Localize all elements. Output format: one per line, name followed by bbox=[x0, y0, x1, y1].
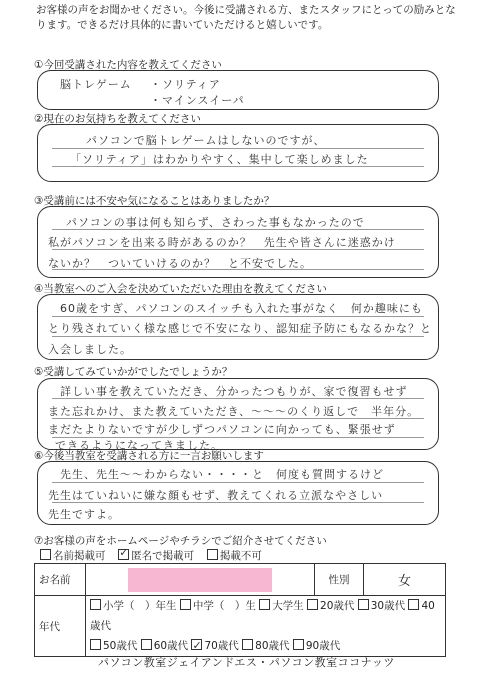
age-option: 40歳代 bbox=[90, 600, 435, 632]
q5-line: まだたよりないですが少しずつパソコンに向かっても、緊張せず bbox=[48, 423, 396, 436]
q2-title: ②現在のお気持ちを教えてください bbox=[34, 113, 201, 125]
q5-line: できるようになってきました。 bbox=[55, 439, 223, 452]
q3-title: ③受講前には不安や気になることはありましたか？ bbox=[34, 195, 275, 207]
age-checkbox[interactable] bbox=[90, 599, 101, 610]
age-option: 60歳代 bbox=[153, 640, 189, 652]
redacted-name bbox=[128, 568, 272, 592]
q1-answer-item: ・マインスイーパ bbox=[150, 94, 245, 107]
intro-line-2: ります。できるだけ具体的に書いていただけると嬉しいです。 bbox=[36, 19, 329, 31]
gender-label: 性別 bbox=[315, 564, 364, 596]
age-option: 70歳代 bbox=[204, 640, 239, 652]
age-option: 大学生 bbox=[272, 600, 304, 612]
q2-line: 「ソリティア」はわかりやすく、集中して楽しめました bbox=[70, 153, 369, 166]
age-option: 50歳代 bbox=[103, 640, 138, 652]
footer-school-name: パソコン教室ジェイアンドエス・パソコン教室ココナッツ bbox=[98, 656, 395, 669]
q2-line: パソコンで脳トレゲームはしないのですが、 bbox=[86, 134, 326, 147]
age-option: 小学（ ）年生 bbox=[103, 600, 177, 612]
q7-checkbox[interactable] bbox=[40, 549, 51, 560]
age-checkbox[interactable] bbox=[408, 599, 419, 610]
age-checkbox[interactable] bbox=[180, 599, 191, 610]
q4-title: ④当教室へのご入会を決めていただいた理由を教えてください bbox=[34, 283, 327, 295]
q3-line: パソコンの事は何も知らず、さわった事もなかったので bbox=[66, 216, 365, 229]
age-option: 80歳代 bbox=[255, 640, 290, 652]
q6-line: 先生ですよ。 bbox=[48, 508, 120, 521]
info-table bbox=[34, 563, 446, 657]
q4-line: 60歳をすぎ、パソコンのスイッチも入れた事がなく 何か趣味にも bbox=[60, 302, 423, 315]
age-option: 90歳代 bbox=[305, 640, 341, 652]
intro-line-1: お客様の声をお聞かせください。今後に受講される方、またスタッフにとっての励みとな bbox=[36, 4, 456, 16]
q1-answer-main: 脳トレゲーム bbox=[60, 78, 132, 91]
q6-title: ⑥今後当教室を受講される方に一言お願いします bbox=[34, 450, 264, 462]
q7-options bbox=[40, 549, 262, 563]
age-checkbox[interactable] bbox=[242, 639, 253, 650]
age-checkbox[interactable] bbox=[90, 639, 101, 650]
age-label: 年代 bbox=[35, 596, 86, 657]
q7-option-label: 名前掲載可 bbox=[53, 550, 106, 562]
q4-line: 入会しました。 bbox=[48, 343, 132, 356]
q6-line: 先生、先生〜〜わからない・・・・と 何度も質問するけど bbox=[60, 468, 384, 481]
q5-line: 詳しい事を教えていただき、分かったつもりが、家で復習もせず bbox=[60, 385, 408, 398]
q5-line: また忘れかけ、また教えていただき、〜〜〜のくり返しで 半年分。 bbox=[48, 405, 420, 418]
age-options bbox=[86, 596, 446, 657]
name-field[interactable] bbox=[86, 564, 315, 596]
age-checkbox[interactable] bbox=[358, 599, 369, 610]
q7-option-label: 掲載不可 bbox=[219, 550, 262, 562]
q1-answer-item: ・ソリティア bbox=[150, 78, 221, 91]
q7-title: ⑦お客様の声をホームページやチラシでご紹介させてください bbox=[34, 535, 327, 547]
gender-value[interactable]: 女 bbox=[364, 564, 446, 596]
age-checkbox[interactable] bbox=[293, 639, 304, 650]
age-option: 30歳代 bbox=[370, 600, 406, 612]
age-option: 20歳代 bbox=[320, 600, 355, 612]
age-checkbox[interactable] bbox=[259, 599, 270, 610]
q5-title: ⑤受講してみていかがでしたでしょうか？ bbox=[34, 366, 233, 378]
q3-line: 私がパソコンを出来る時があるのか？ 先生や皆さんに迷惑かけ bbox=[48, 236, 396, 249]
q1-title: ①今回受講された内容を教えてください bbox=[34, 59, 222, 71]
age-checkbox-checked[interactable] bbox=[191, 639, 202, 650]
age-checkbox[interactable] bbox=[141, 639, 152, 650]
q4-line: とり残されていく様な感じで不安になり、認知症予防にもなるかな？と bbox=[48, 322, 432, 335]
q3-line: ないか？ ついていけるのか？ と不安でした。 bbox=[48, 257, 312, 270]
name-label: お名前 bbox=[35, 564, 86, 596]
age-checkbox[interactable] bbox=[307, 599, 318, 610]
q6-line: 先生はていねいに嫌な顔もせず、教えてくれる立派なやさしい bbox=[48, 489, 384, 502]
age-option: 中学（ ）生 bbox=[192, 600, 256, 612]
q7-option-label: 匿名で掲載可 bbox=[131, 550, 195, 562]
q7-checkbox-checked[interactable] bbox=[118, 549, 129, 560]
q7-checkbox[interactable] bbox=[207, 549, 218, 560]
